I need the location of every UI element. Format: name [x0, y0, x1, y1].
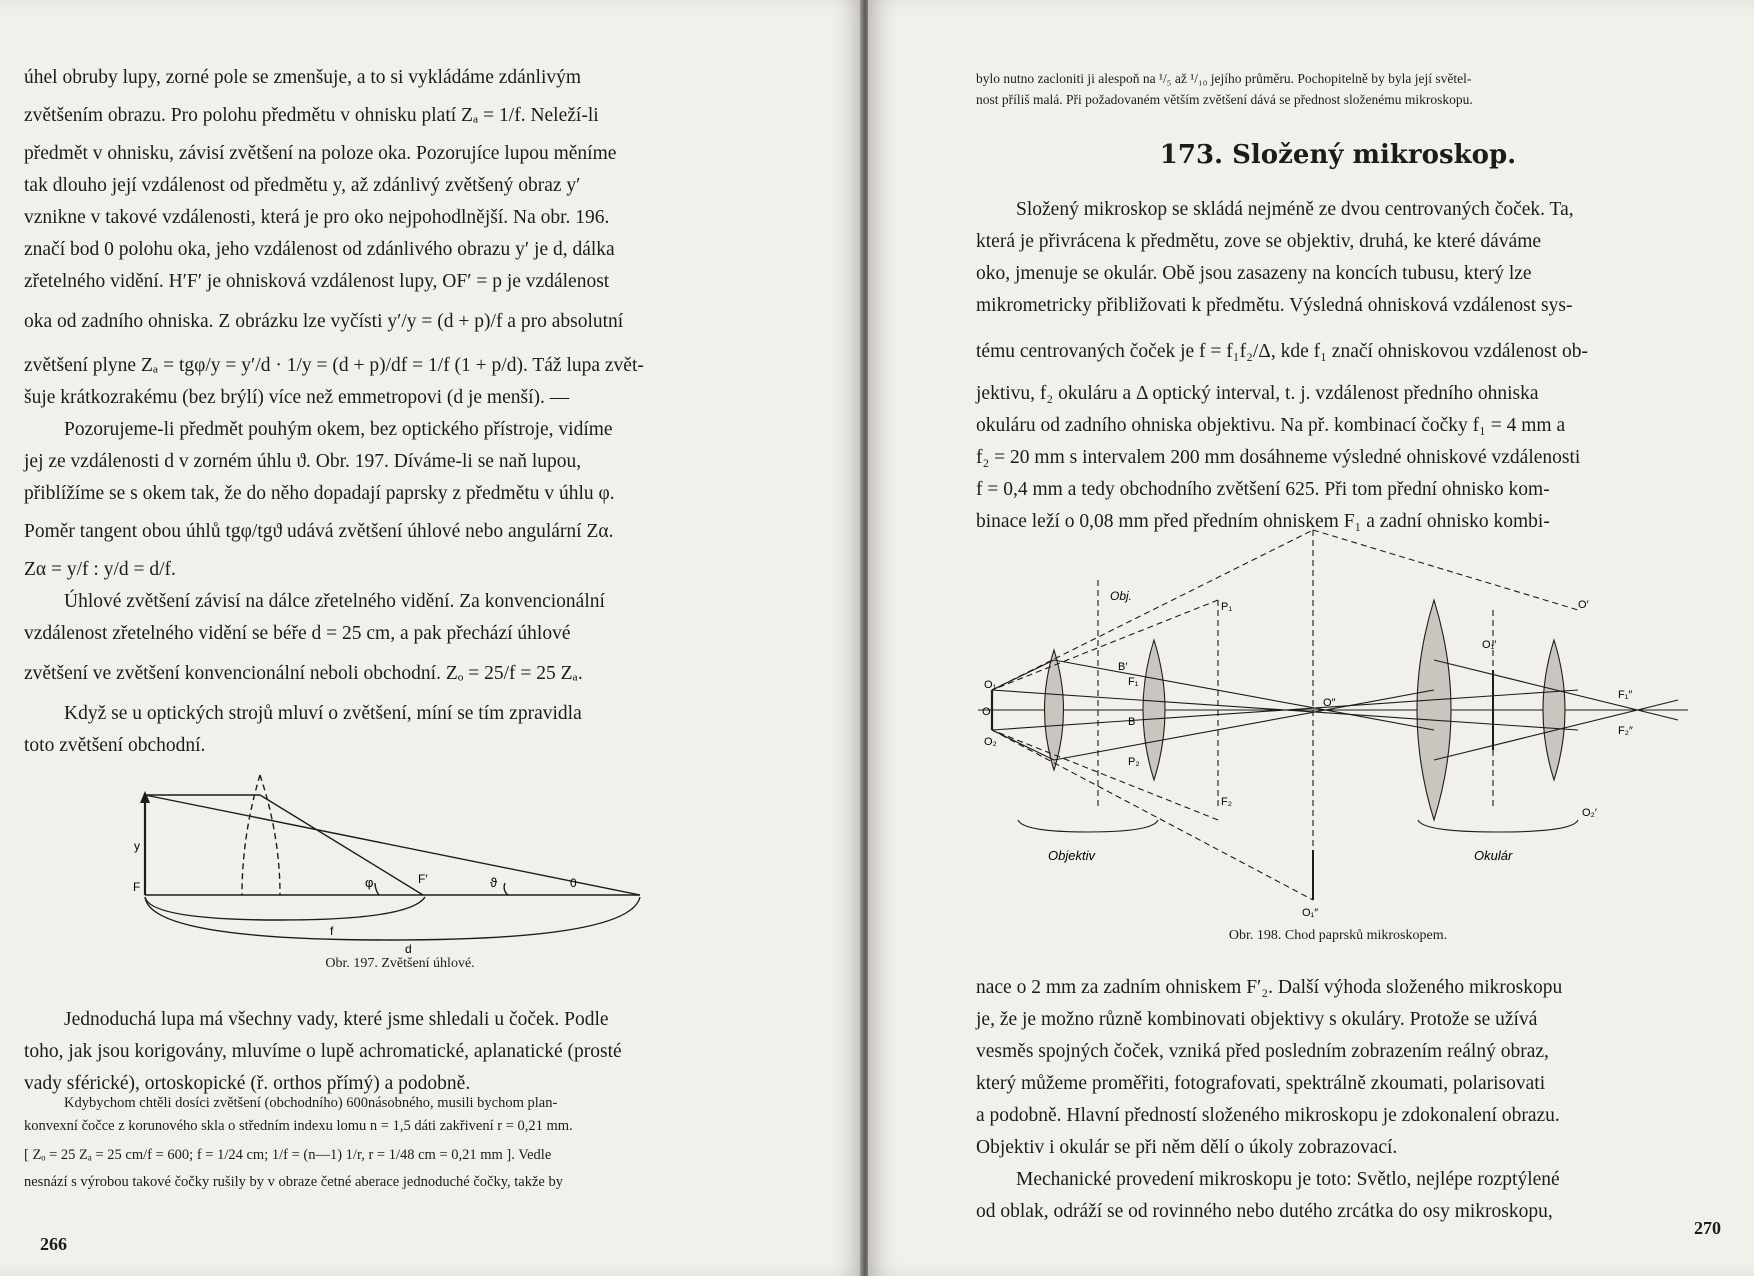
- text-line: značí bod 0 polohu oka, jeho vzdálenost od zdánlivého obrazu y′ je d, dálka: [24, 239, 615, 260]
- label-B-prime: B′: [1118, 661, 1128, 673]
- text-line: vesměs spojných čoček, vzniká před posledním zobrazením reálný obraz,: [976, 1041, 1549, 1062]
- page-number-left: 266: [40, 1234, 67, 1254]
- eyepiece-lens-2: [1543, 640, 1565, 780]
- ray-3: [992, 660, 1054, 690]
- section-heading: 173. Složený mikroskop.: [1159, 140, 1517, 170]
- label-B: B: [1128, 716, 1136, 728]
- label-O-prime: O′: [1578, 599, 1589, 611]
- page-number-right: 270: [1694, 1218, 1721, 1238]
- text-line: oka od zadního ohniska. Z obrázku lze vyčísti y′/y = (d + p)/f a pro absolutní: [24, 311, 624, 332]
- text-line: jej ze vzdálenosti d v zorném úhlu ϑ. Obr. 197. Díváme-li se naň lupou,: [24, 451, 582, 472]
- label-F2-double-prime: F₂″: [1618, 725, 1633, 737]
- left-body-text: [24, 62, 814, 762]
- lens-outline: [242, 775, 280, 895]
- formula-line: Zα = y/f : y/d = d/f.: [24, 559, 176, 580]
- label-P1: P₁: [1221, 601, 1233, 613]
- figure-197-caption: Obr. 197. Zvětšení úhlové.: [325, 956, 475, 971]
- text-line: vzdálenost zřetelného vidění se béře d = 25 cm, a pak přechází úhlové: [24, 623, 571, 644]
- text-line: Když se u optických strojů mluví o zvětšení, míní se tím zpravidla: [64, 703, 582, 724]
- text-line: šuje krátkozrakému (bez brýlí) více než emmetropovi (d je menší). —: [24, 387, 570, 408]
- label-O1: O₁: [984, 679, 997, 691]
- small-line: konvexní čočce z korunového skla o středním indexu lomu n = 1,5 dáti zakřivení r = 0,21 mm.: [24, 1118, 573, 1134]
- ray-1: [145, 795, 640, 895]
- text-line: zvětšení ve zvětšení konvencionální neboli obchodní. Zₒ = 25/f = 25 Zₐ.: [24, 663, 583, 684]
- text-line: přiblížíme se s okem tak, že do něho dopadají paprsky z předmětu v úhlu φ.: [24, 483, 615, 504]
- figure-197: [130, 755, 650, 955]
- text-line: f₂ = 20 mm s intervalem 200 mm dosáhneme výsledné ohniskové vzdálenosti: [976, 447, 1581, 468]
- label-y: y: [134, 839, 140, 853]
- small-line: nesnází s výrobou takové čočky rušily by v obraze četné aberace jednoduché čočky, takže by: [24, 1174, 563, 1190]
- label-phi: φ: [365, 875, 374, 890]
- angle-theta-arc: [504, 883, 508, 895]
- construction-ray-3: [1313, 530, 1578, 610]
- text-line: Mechanické provedení mikroskopu je toto: Světlo, nejlépe rozptýlené: [1016, 1169, 1560, 1190]
- brace-objektiv: [1018, 820, 1158, 832]
- small-line: [ Zₒ = 25 Zₐ = 25 cm/f = 600; f = 1/24 cm; 1/f = (n—1) 1/r, r = 1/48 cm = 0,21 mm ]. Vedle: [24, 1147, 552, 1163]
- right-body-text: [976, 194, 1716, 538]
- text-line: zvětšení plyne Zₐ = tgφ/y = y′/d · 1/y = (d + p)/df = 1/f (1 + p/d). Táž lupa zvět-: [24, 355, 644, 376]
- figure-198: [978, 520, 1698, 920]
- text-line: Úhlové zvětšení závisí na dálce zřetelného vidění. Za konvencionální: [64, 591, 605, 612]
- ray-6: [1054, 690, 1434, 760]
- left-small-print: [24, 1092, 814, 1194]
- label-F2: F₂: [1221, 796, 1232, 808]
- text-line: jektivu, f₂ okuláru a Δ optický interval, t. j. vzdálenost předního ohniska: [976, 383, 1539, 404]
- label-F1: F₁: [1128, 676, 1139, 688]
- text-line: Objektiv i okulár se při něm dělí o úkoly zobrazovací.: [976, 1137, 1398, 1158]
- left-page: [0, 0, 862, 1276]
- text-line: který můžeme proměřiti, fotografovati, spektrálně zkoumati, polarisovati: [976, 1073, 1546, 1094]
- text-line: a podobně. Hlavní předností složeného mikroskopu je zdokonalení obrazu.: [976, 1105, 1560, 1126]
- text-line: f = 0,4 mm a tedy obchodního zvětšení 625. Při tom přední ohnisko kom-: [976, 479, 1550, 500]
- text-line: Poměr tangent obou úhlů tgφ/tgϑ udává zvětšení úhlové nebo angulární Zα.: [24, 521, 614, 542]
- text-line: zřetelného vidění. H′F′ je ohnisková vzdálenost lupy, OF′ = p je vzdálenost: [24, 271, 610, 292]
- text-line: oko, jmenuje se okulár. Obě jsou zasazeny na koncích tubusu, který lze: [976, 263, 1532, 284]
- text-line: nace o 2 mm za zadním ohniskem F′₂. Další výhoda složeného mikroskopu: [976, 977, 1563, 998]
- small-line: Kdybychom chtěli dosíci zvětšení (obchodního) 600násobného, musili bychom plan-: [64, 1095, 558, 1111]
- label-objektiv: Objektiv: [1048, 848, 1095, 863]
- label-O2: O₂: [984, 736, 997, 748]
- text-line: předmět v ohnisku, závisí zvětšení na poloze oka. Pozorujíce lupou měníme: [24, 143, 617, 164]
- label-d: d: [405, 942, 412, 955]
- small-line: nost příliš malá. Při požadovaném větším zvětšení dává se přednost složenému mikroskopu.: [976, 92, 1473, 107]
- text-line: tak dlouho její vzdálenost od předmětu y, až zdánlivý zvětšený obraz y′: [24, 175, 581, 196]
- right-after-text: [976, 972, 1716, 1228]
- text-line: binace leží o 0,08 mm před předním ohniskem F₁ a zadní ohnisko kombi-: [976, 511, 1550, 532]
- label-obj: Obj.: [1110, 589, 1133, 603]
- label-okular: Okulár: [1474, 848, 1513, 863]
- right-page: [868, 0, 1754, 1276]
- eyepiece-lens-1: [1417, 600, 1451, 820]
- label-O: O: [982, 706, 991, 718]
- text-line: toto zvětšení obchodní.: [24, 735, 206, 756]
- small-line: bylo nutno zacloniti ji alespoň na ¹/₅ až ¹/₁₀ jejího průměru. Pochopitelně by byla její světel-: [976, 71, 1472, 86]
- label-F-prime: F′: [418, 872, 428, 886]
- text-line: Pozorujeme-li předmět pouhým okem, bez optického přístroje, vidíme: [64, 419, 613, 440]
- text-line: Složený mikroskop se skládá nejméně ze dvou centrovaných čoček. Ta,: [1016, 199, 1574, 220]
- text-line: toho, jak jsou korigovány, mluvíme o lupě achromatické, aplanatické (prosté: [24, 1041, 622, 1062]
- text-line: vady sférické), ortoskopické (ř. orthos přímý) a podobně.: [24, 1073, 471, 1094]
- label-O2-prime: O₂′: [1582, 807, 1597, 819]
- construction-ray-5: [992, 730, 1218, 820]
- text-line: tému centrovaných čoček je f = f₁f₂/Δ, kde f₁ značí ohniskovou vzdálenost ob-: [976, 341, 1588, 362]
- left-after-text: [24, 1004, 814, 1100]
- objective-lens-2: [1143, 640, 1165, 780]
- text-line: okuláru od zadního ohniska objektivu. Na př. kombinací čočky f₁ = 4 mm a: [976, 415, 1566, 436]
- label-O-double-prime: O″: [1323, 697, 1336, 709]
- text-line: která je přivrácena k předmětu, zove se objektiv, druhá, ke které dáváme: [976, 231, 1542, 252]
- text-line: je, že je možno různě kombinovati objektivy s okuláry. Protože se užívá: [976, 1009, 1538, 1030]
- ray-5: [992, 730, 1054, 760]
- construction-ray-4: [992, 600, 1218, 690]
- label-F1-double-prime: F₁″: [1618, 689, 1633, 701]
- text-line: vznikne v takové vzdálenosti, která je pro oko nejpohodlnější. Na obr. 196.: [24, 207, 610, 228]
- brace-f: [145, 897, 425, 920]
- label-F: F: [133, 880, 141, 894]
- label-theta: ϑ: [490, 875, 498, 890]
- label-f: f: [330, 924, 334, 938]
- label-0: 0: [570, 876, 577, 890]
- label-O1-prime: O₁′: [1482, 639, 1497, 651]
- text-line: zvětšením obrazu. Pro polohu předmětu v ohnisku platí Zₐ = 1/f. Neleží-li: [24, 105, 599, 126]
- label-O1-double-prime: O₁″: [1302, 907, 1319, 919]
- angle-phi-arc: [375, 883, 379, 895]
- brace-okular: [1418, 820, 1578, 832]
- right-top-small-print: [976, 68, 1716, 110]
- arrow-head: [140, 791, 150, 803]
- label-P2: P₂: [1128, 756, 1140, 768]
- text-line: od oblak, odráží se od rovinného nebo dutého zrcátka do osy mikroskopu,: [976, 1201, 1553, 1222]
- ray-4: [1054, 660, 1434, 730]
- figure-198-caption: Obr. 198. Chod paprsků mikroskopem.: [1228, 928, 1448, 943]
- text-line: mikrometricky přibližovati k předmětu. Výsledná ohnisková vzdálenost sys-: [976, 295, 1573, 316]
- text-line: úhel obruby lupy, zorné pole se zmenšuje, a to si vykládáme zdánlivým: [24, 67, 582, 88]
- text-line: Jednoduchá lupa má všechny vady, které jsme shledali u čoček. Podle: [64, 1009, 609, 1030]
- ray-3: [260, 795, 423, 895]
